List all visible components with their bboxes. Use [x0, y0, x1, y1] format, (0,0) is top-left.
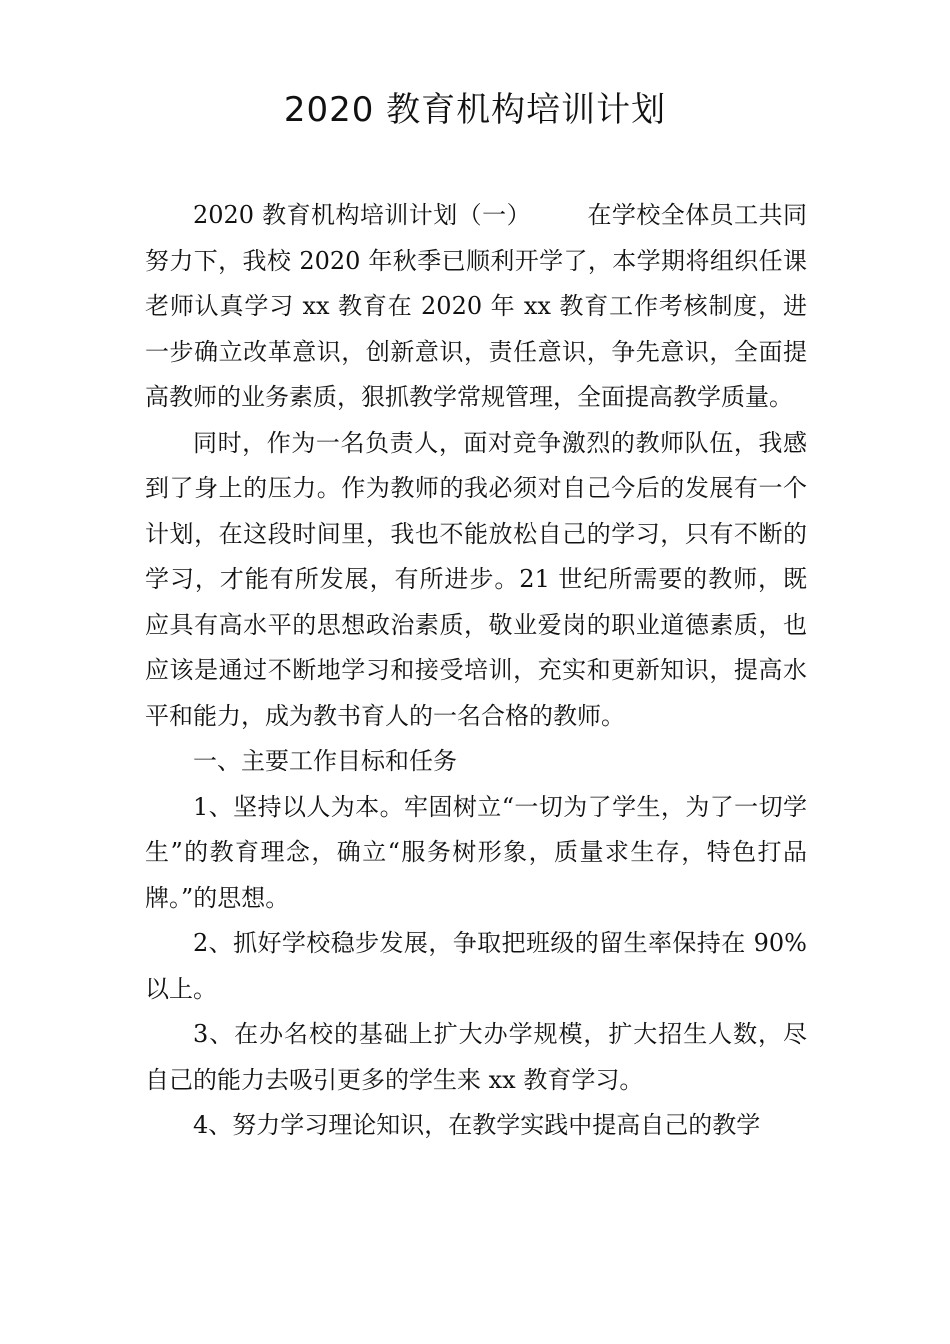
paragraph-lead: 2020 教育机构培训计划（一） [193, 201, 532, 229]
section-heading: 一、主要工作目标和任务 [193, 747, 457, 775]
list-item: 3、在办名校的基础上扩大办学规模，扩大招生人数，尽自己的能力去吸引更多的学生来 xx 教育学习。 [145, 1020, 807, 1094]
paragraph-text: 在学校全体员工共同努力下，我校 2020 年秋季已顺利开学了，本学期将组织任课老师认真学习 xx 教育在 2020 年 xx 教育工作考核制度，进一步确立改革意识，创新意识，责任意识，争先意识，全面提高教师的业务素质，狠抓教学常规管理，全面提高教学质量。 [145, 201, 807, 411]
document-title: 2020 教育机构培训计划 [283, 90, 667, 130]
list-item: 2、抓好学校稳步发展，争取把班级的留生率保持在 90%以上。 [145, 929, 807, 1003]
list-item: 4、努力学习理论知识，在教学实践中提高自己的教学 [193, 1111, 761, 1139]
document-body [145, 193, 807, 1149]
paragraph: 同时，作为一名负责人，面对竞争激烈的教师队伍，我感到了身上的压力。作为教师的我必须对自己今后的发展有一个计划，在这段时间里，我也不能放松自己的学习，只有不断的学习，才能有所发展，有所进步。21 世纪所需要的教师，既应具有高水平的思想政治素质，敬业爱岗的职业道德素质，也应该是通过不断地学习和接受培训，充实和更新知识，提高水平和能力，成为教书育人的一名合格的教师。 [145, 428, 807, 730]
paragraph-intro [145, 193, 807, 421]
list-item: 1、坚持以人为本。牢固树立“一切为了学生，为了一切学生”的教育理念，确立“服务树形象，质量求生存，特色打品牌。”的思想。 [145, 792, 807, 912]
